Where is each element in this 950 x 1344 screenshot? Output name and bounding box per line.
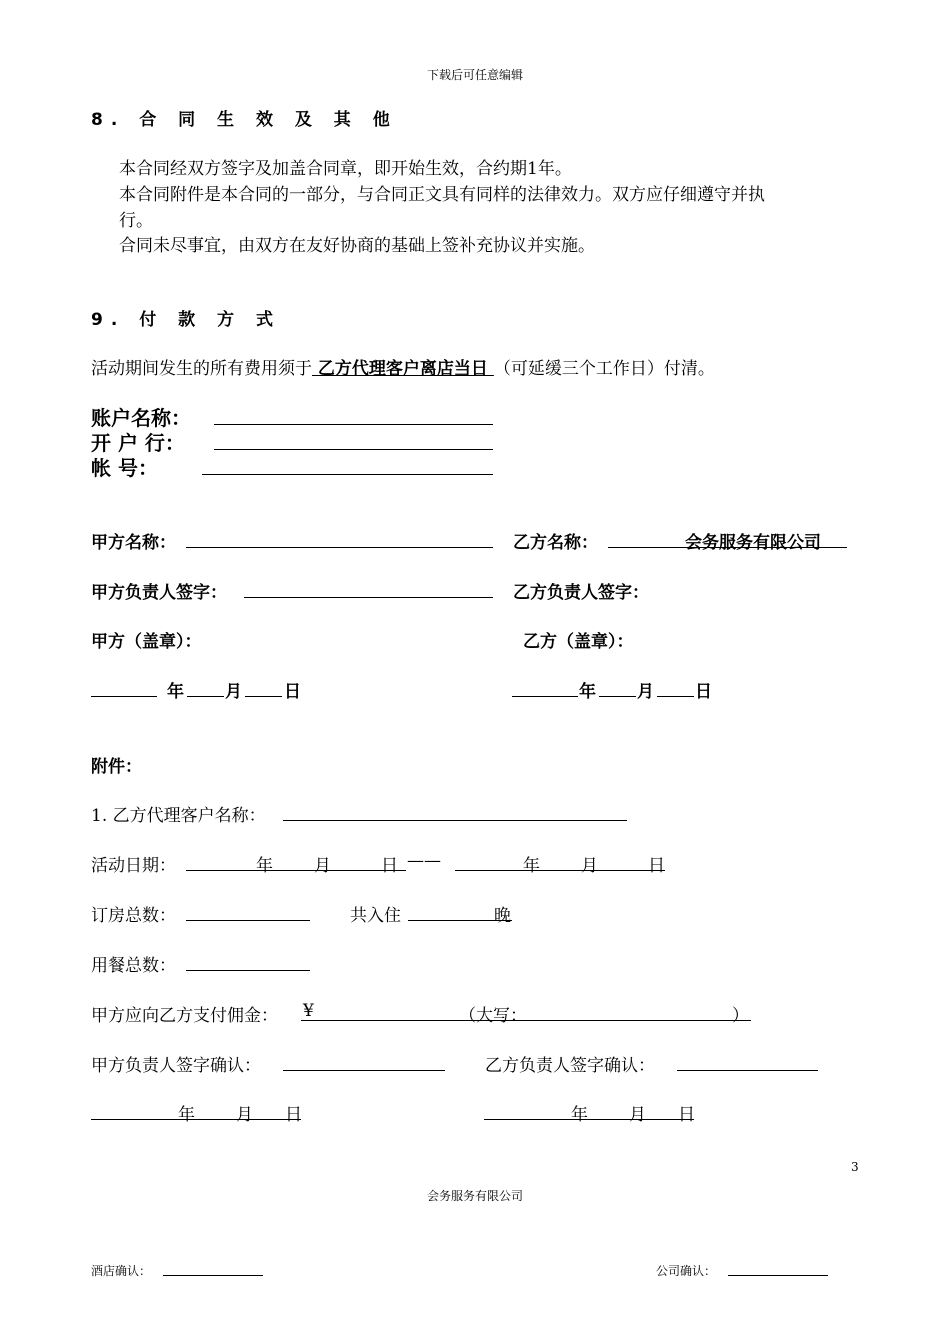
party-b-month-field[interactable]: [599, 696, 636, 697]
party-a-seal-label: 甲方（盖章）：: [91, 632, 202, 652]
payment-deadline: 乙方代理客户离店当日: [312, 359, 494, 379]
a-confirm-date-field[interactable]: [91, 1119, 301, 1120]
account-name-field[interactable]: [214, 424, 493, 425]
meal-total-label: 用餐总数：: [91, 956, 176, 976]
bank-field[interactable]: [214, 449, 493, 450]
section-8-title: 8. 合 同 生 效 及 其 他: [91, 110, 398, 130]
commission-label: 甲方应向乙方支付佣金：: [91, 1006, 278, 1026]
event-start-date-field[interactable]: [186, 870, 406, 871]
start-day: 日: [381, 856, 398, 876]
party-b-name-label: 乙方名称：: [513, 533, 598, 553]
section-8-para-2b: 行。: [119, 211, 153, 231]
a-confirm-year: 年: [178, 1105, 195, 1125]
date-range-dash: ——: [407, 851, 441, 871]
party-a-month-label: 月: [225, 682, 242, 702]
room-total-field[interactable]: [186, 920, 310, 921]
capital-amount-close: ）: [732, 1006, 749, 1026]
a-confirm-field[interactable]: [283, 1070, 445, 1071]
start-year: 年: [256, 856, 273, 876]
party-a-day-label: 日: [284, 682, 301, 702]
b-confirm-label: 乙方负责人签字确认：: [485, 1056, 655, 1076]
party-b-day-field[interactable]: [657, 696, 694, 697]
section-8-para-1: 本合同经双方签字及加盖合同章，即开始生效，合约期1年。: [119, 159, 572, 179]
client-name-field[interactable]: [283, 820, 627, 821]
end-year: 年: [523, 856, 540, 876]
b-confirm-day: 日: [678, 1105, 695, 1125]
section-8-para-3: 合同未尽事宜，由双方在友好协商的基础上签补充协议并实施。: [119, 236, 595, 256]
room-total-label: 订房总数：: [91, 906, 176, 926]
stay-label: 共入住: [350, 906, 401, 926]
party-b-name-value: 会务服务有限公司: [685, 533, 821, 553]
party-b-seal-label: 乙方（盖章）：: [523, 632, 634, 652]
night-label: 晚: [494, 906, 511, 926]
start-month: 月: [314, 856, 331, 876]
page-number: 3: [851, 1160, 859, 1174]
company-confirm-label: 公司确认：: [656, 1264, 717, 1278]
party-a-signer-field[interactable]: [244, 597, 493, 598]
b-confirm-month: 月: [629, 1105, 646, 1125]
b-confirm-year: 年: [571, 1105, 588, 1125]
party-a-name-field[interactable]: [186, 547, 493, 548]
end-month: 月: [581, 856, 598, 876]
end-day: 日: [648, 856, 665, 876]
account-name-label: 账户名称：: [91, 406, 191, 430]
capital-amount-label: （大写：: [459, 1006, 527, 1026]
party-b-year-field[interactable]: [512, 696, 578, 697]
company-confirm-field[interactable]: [728, 1275, 828, 1276]
party-b-year-label: 年: [579, 682, 596, 702]
party-a-name-label: 甲方名称：: [91, 533, 176, 553]
payment-suffix: （可延缓三个工作日）付清。: [493, 359, 715, 379]
payment-prefix: 活动期间发生的所有费用须于: [91, 359, 312, 379]
account-number-label: 帐 号：: [91, 456, 158, 480]
party-a-year-field[interactable]: [91, 696, 157, 697]
section-9-title: 9. 付 款 方 式: [91, 310, 281, 330]
party-b-day-label: 日: [695, 682, 712, 702]
hotel-confirm-field[interactable]: [163, 1275, 263, 1276]
b-confirm-field[interactable]: [677, 1070, 818, 1071]
payment-terms: [91, 354, 715, 379]
b-confirm-date-field[interactable]: [484, 1119, 694, 1120]
event-end-date-field[interactable]: [455, 870, 665, 871]
meal-total-field[interactable]: [186, 970, 310, 971]
party-a-day-field[interactable]: [245, 696, 282, 697]
party-a-month-field[interactable]: [187, 696, 224, 697]
account-number-field[interactable]: [202, 474, 493, 475]
client-name-label: 1. 乙方代理客户名称：: [91, 806, 266, 826]
a-confirm-month: 月: [236, 1105, 253, 1125]
party-b-signer-label: 乙方负责人签字：: [513, 583, 649, 603]
party-a-signer-label: 甲方负责人签字：: [91, 583, 227, 603]
party-a-year-label: 年: [167, 682, 184, 702]
a-confirm-day: 日: [285, 1105, 302, 1125]
a-confirm-label: 甲方负责人签字确认：: [91, 1056, 261, 1076]
section-8-para-2a: 本合同附件是本合同的一部分，与合同正文具有同样的法律效力。双方应仔细遵守并执: [119, 185, 765, 205]
party-b-month-label: 月: [637, 682, 654, 702]
bank-label: 开 户 行：: [91, 431, 185, 455]
attachment-title: 附件：: [91, 757, 142, 777]
header-note: 下载后可任意编辑: [426, 68, 523, 82]
hotel-confirm-label: 酒店确认：: [91, 1264, 152, 1278]
footer-company: 会务服务有限公司: [426, 1189, 523, 1203]
event-date-label: 活动日期：: [91, 856, 176, 876]
currency-symbol: ¥: [303, 1001, 314, 1021]
